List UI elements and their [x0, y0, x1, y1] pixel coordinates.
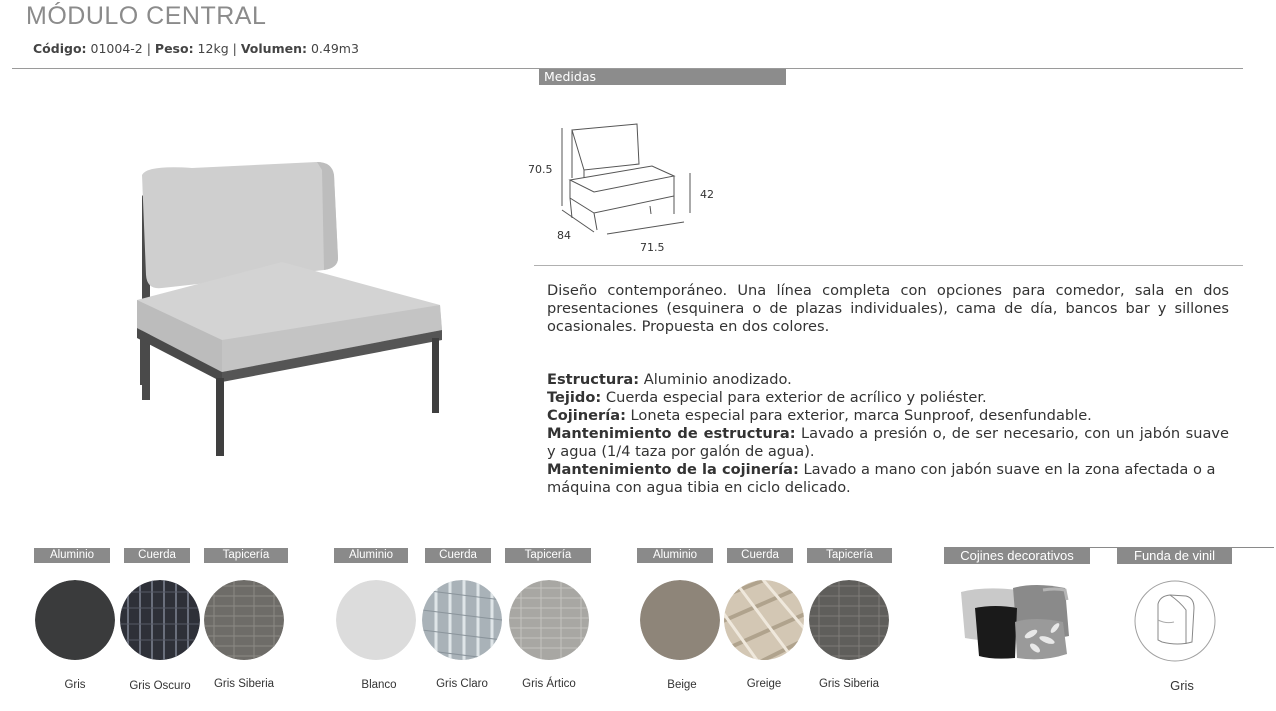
dimension-drawing: [522, 118, 732, 258]
tag-tapiceria: Tapicería: [505, 548, 591, 563]
spec-value: Cuerda especial para exterior de acrílico y poliéster.: [601, 389, 987, 406]
product-meta: [33, 41, 359, 56]
dim-seat-height: 42: [700, 188, 714, 201]
swatch-gris-siberia[interactable]: [809, 580, 889, 660]
spec-value: Lavado a mano con jabón suave en la zona afectada o a máquina con agua tibia en ciclo delicado.: [547, 461, 1216, 496]
swatch-blanco[interactable]: [336, 580, 416, 660]
volumen-label: Volumen:: [240, 41, 307, 56]
divider: [534, 265, 1243, 266]
spec-row: [547, 461, 1229, 497]
swatch-gris-claro[interactable]: [422, 580, 502, 660]
swatch-gris[interactable]: [35, 580, 115, 660]
peso-value: 12kg: [193, 41, 229, 56]
caption-beige: Beige: [667, 679, 697, 691]
spec-value: Aluminio anodizado.: [639, 371, 792, 388]
tag-cuerda: Cuerda: [727, 548, 793, 563]
codigo-label: Código:: [33, 41, 87, 56]
tag-cuerda: Cuerda: [425, 548, 491, 563]
tag-aluminio: Aluminio: [34, 548, 110, 563]
dim-height: 70.5: [528, 163, 553, 176]
caption-gris-claro: Gris Claro: [436, 678, 488, 690]
pillows-image: [955, 580, 1085, 670]
divider: [1090, 547, 1274, 548]
codigo-value: 01004-2: [86, 41, 143, 56]
swatch-gris-artico[interactable]: [509, 580, 589, 660]
spec-value: Loneta especial para exterior, marca Sunproof, desenfundable.: [625, 407, 1092, 424]
spec-row: [547, 371, 1229, 389]
swatch-greige[interactable]: [724, 580, 804, 660]
caption-greige: Greige: [746, 678, 782, 690]
tag-cuerda: Cuerda: [124, 548, 190, 563]
swatch-beige[interactable]: [640, 580, 720, 660]
medidas-header: Medidas: [539, 69, 786, 85]
spec-label: Cojinería:: [547, 407, 626, 424]
dim-width: 71.5: [640, 241, 665, 254]
spec-value: Lavado a presión o, de ser necesario, con un jabón suave y agua (1/4 taza por galón de agua).: [547, 425, 1230, 460]
spec-label: Tejido:: [547, 389, 602, 406]
caption-gris-siberia: Gris Siberia: [818, 678, 880, 690]
dim-depth: 84: [557, 229, 571, 242]
product-photo: [112, 150, 462, 465]
swatch-gris-siberia[interactable]: [204, 580, 284, 660]
spec-row: [547, 389, 1229, 407]
separator: |: [142, 41, 155, 56]
tag-aluminio: Aluminio: [637, 548, 713, 563]
caption-funda: Gris: [1170, 678, 1194, 693]
page-title: MÓDULO CENTRAL: [26, 2, 267, 30]
vinyl-cover-icon: [1134, 580, 1216, 662]
caption-gris: Gris: [64, 679, 86, 691]
spec-label: Mantenimiento de la cojinería:: [547, 461, 799, 478]
tag-aluminio: Aluminio: [334, 548, 408, 563]
caption-blanco: Blanco: [361, 679, 397, 691]
tag-cojines: Cojines decorativos: [944, 547, 1090, 564]
volumen-value: 0.49m3: [306, 41, 359, 56]
tag-tapiceria: Tapicería: [204, 548, 288, 563]
spec-label: Estructura:: [547, 371, 640, 388]
spec-row: [547, 425, 1229, 461]
swatch-gris-oscuro[interactable]: [120, 580, 200, 660]
product-description: Diseño contemporáneo. Una línea completa con opciones para comedor, sala en dos presentaciones (esquinera o de plazas individuales), cama de día, bancos bar y sillones ocasionales. Propuesta en dos colores.: [547, 282, 1229, 335]
peso-label: Peso:: [154, 41, 194, 56]
caption-gris-oscuro: Gris Oscuro: [129, 680, 191, 692]
spec-row: [547, 407, 1229, 425]
caption-gris-artico: Gris Ártico: [522, 678, 576, 690]
tag-tapiceria: Tapicería: [807, 548, 892, 563]
product-specs: [547, 371, 1229, 497]
tag-funda: Funda de vinil: [1117, 547, 1232, 564]
spec-label: Mantenimiento de estructura:: [547, 425, 796, 442]
separator: |: [228, 41, 241, 56]
caption-gris-siberia: Gris Siberia: [213, 678, 275, 690]
